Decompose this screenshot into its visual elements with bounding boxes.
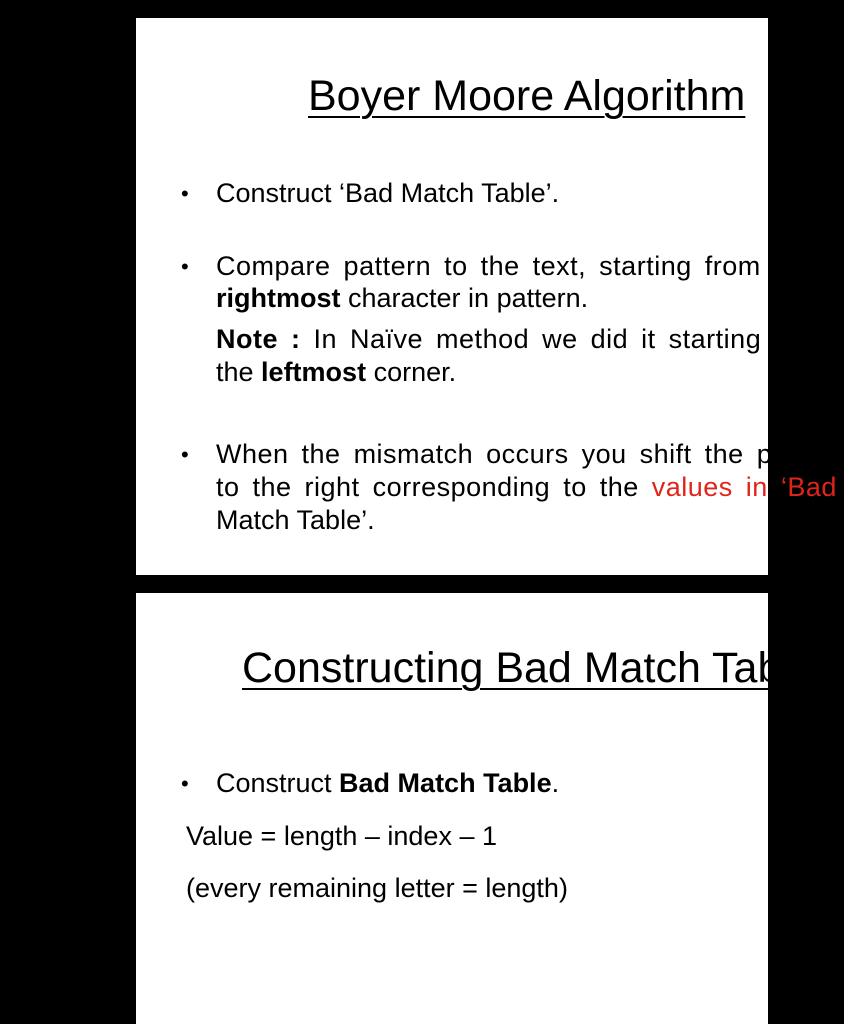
remaining-letter-line: (every remaining letter = length) [186, 873, 568, 903]
note-line-2 [216, 356, 456, 389]
bullet-icon: • [181, 442, 189, 467]
slide-constructing-table [136, 593, 815, 1024]
bullet-icon: • [181, 254, 189, 279]
bullet-mismatch-line-3: Match Table’. [216, 505, 375, 535]
line-text: to the right corresponding to the [216, 472, 652, 502]
bullet-compare-line-1: Compare pattern to the text, starting from the [216, 251, 813, 281]
bullet-text-quoted: ‘Bad Match Table’. [339, 178, 560, 208]
line-text: . [551, 768, 560, 798]
line-text: corner. [366, 357, 457, 387]
bold-leftmost: leftmost [261, 357, 367, 387]
note-line [216, 323, 830, 356]
bullet-construct-bad-match [216, 767, 559, 800]
bullet-text: Construct [216, 178, 340, 208]
line-text: Construct [216, 768, 340, 798]
note-label: Note : [216, 324, 301, 354]
bullet-mismatch-line-1: When the mismatch occurs you shift the pattern [216, 439, 844, 469]
note-text: In Naïve method we did it starting from [300, 324, 831, 354]
highlight-text: values in ‘Bad [651, 472, 837, 502]
line-text: character in pattern. [340, 283, 589, 313]
slide-title: Constructing Bad Match Table [242, 644, 815, 692]
slide-boyer-moore [136, 18, 844, 575]
line-text: the [216, 357, 262, 387]
bullet-mismatch-line-2 [216, 471, 837, 504]
formula-line: Value = length – index – 1 [186, 821, 497, 851]
bold-bad-match-table: Bad Match Table [339, 768, 552, 798]
bullet-icon: • [181, 771, 189, 796]
bullet-icon: • [181, 181, 189, 206]
bullet-construct-table [216, 177, 559, 210]
bold-rightmost: rightmost [216, 283, 341, 313]
slide-title: Boyer Moore Algorithm [308, 72, 746, 120]
bullet-compare-line-2 [216, 282, 588, 315]
